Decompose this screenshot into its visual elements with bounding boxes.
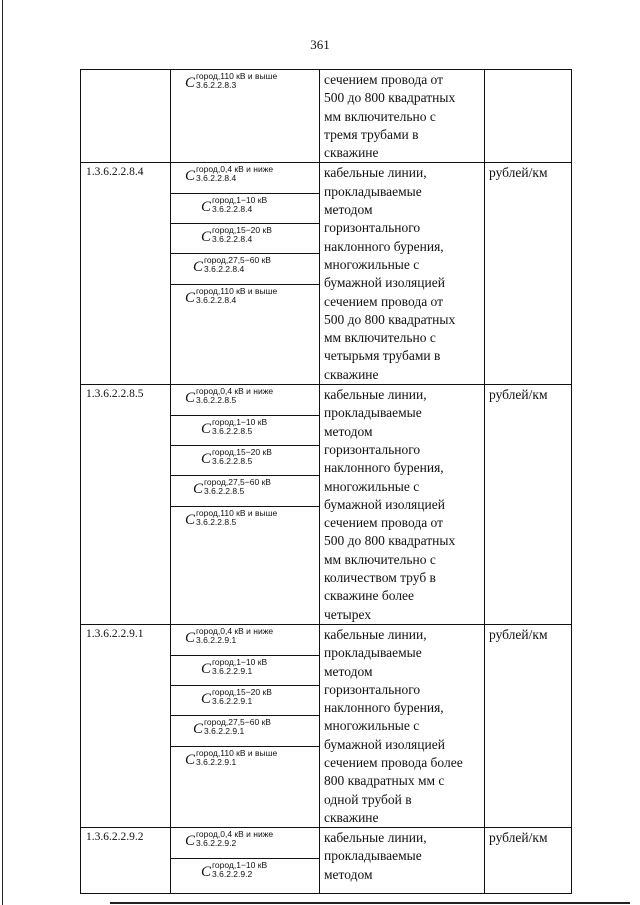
rate-formula (201, 196, 267, 215)
rate-formula (185, 830, 273, 849)
formula-superscript: город,1−10 кВ (212, 195, 268, 206)
table-row (81, 70, 572, 163)
formula-base: C (193, 481, 204, 498)
description-line: многожильные с (324, 478, 420, 494)
rate-formula (193, 718, 271, 737)
rate-formula (201, 688, 272, 707)
description-line: тремя трубами в (324, 126, 419, 142)
formula-superscript: город,27,5−60 кВ (204, 255, 271, 266)
rate-formula (201, 861, 267, 880)
formula-base: C (185, 75, 196, 91)
description-cell (320, 385, 485, 625)
table-row (81, 385, 572, 625)
formula-subscript: 3.6.2.2.8.5 (196, 517, 237, 528)
rate-formula (185, 749, 277, 768)
formula-box (171, 507, 319, 607)
formula-box (171, 747, 319, 809)
formula-superscript: город,15−20 кВ (212, 447, 272, 458)
formula-cell (171, 163, 320, 385)
formula-subscript: 3.6.2.2.8.4 (204, 264, 245, 275)
formula-base: C (185, 168, 196, 185)
description-line: количеством труб в (324, 570, 436, 586)
description-line: наклонного бурения, (324, 238, 444, 254)
formula-superscript: город,110 кВ и выше (196, 508, 278, 519)
formula-base: C (185, 512, 196, 529)
description-line: методом (324, 202, 373, 218)
formula-box (171, 656, 319, 686)
description-line: бумажной изоляцией (324, 736, 445, 752)
formula-cell (171, 385, 320, 625)
description-cell (320, 70, 485, 163)
table-row (81, 624, 572, 827)
formula-subscript: 3.6.2.2.9.1 (196, 756, 237, 767)
description-line: 500 до 800 квадратных (324, 90, 456, 106)
description-line: наклонного бурения, (324, 460, 444, 476)
formula-base: C (185, 629, 196, 646)
description-line: 800 квадратных мм с (324, 773, 445, 789)
formula-base: C (201, 451, 212, 468)
description-line: прокладываемые (324, 405, 422, 421)
formula-box (171, 716, 319, 747)
formula-box (171, 163, 319, 194)
formula-superscript: город,110 кВ и выше (196, 286, 278, 297)
formula-cell (171, 70, 320, 163)
description-line: сечением провода от (324, 515, 444, 531)
page-edge-line (2, 0, 3, 905)
page-bottom-line (110, 902, 630, 904)
formula-base: C (201, 229, 212, 246)
description-line: скважине (324, 366, 379, 382)
row-code: 1.3.6.2.2.8.4 (81, 163, 171, 385)
formula-base: C (185, 290, 196, 307)
formula-superscript: город,27,5−60 кВ (204, 716, 271, 727)
formula-superscript: город,0,4 кВ и ниже (196, 625, 274, 636)
rate-formula (201, 448, 272, 467)
description-line: методом (324, 866, 373, 882)
formula-subscript: 3.6.2.2.8.5 (212, 456, 253, 467)
table-row (81, 163, 572, 385)
formula-superscript: город,27,5−60 кВ (204, 477, 271, 488)
description-line: сечением провода от (324, 293, 444, 309)
formula-superscript: город,110 кВ и выше (196, 747, 278, 758)
description-line: четырех (324, 606, 372, 622)
description-line: мм включительно с (324, 330, 436, 346)
formula-subscript: 3.6.2.2.8.5 (212, 426, 253, 437)
description-line: горизонтального (324, 441, 421, 457)
tariff-table (80, 69, 572, 894)
description-cell (320, 828, 485, 894)
formula-box (171, 285, 319, 369)
row-code: 1.3.6.2.2.9.1 (81, 624, 171, 827)
page-number: 361 (310, 37, 330, 52)
formula-box (171, 686, 319, 716)
formula-subscript: 3.6.2.2.8.4 (196, 295, 237, 306)
formula-subscript: 3.6.2.2.9.1 (196, 634, 237, 645)
rate-formula (193, 478, 271, 497)
description-line: кабельные линии, (324, 165, 427, 181)
description-line: одной трубой в (324, 791, 412, 807)
formula-subscript: 3.6.2.2.8.4 (212, 204, 253, 215)
formula-base: C (185, 833, 196, 850)
description-line: горизонтального (324, 681, 421, 697)
formula-base: C (185, 751, 196, 768)
description-line: многожильные с (324, 256, 420, 272)
formula-superscript: город,1−10 кВ (212, 656, 268, 667)
formula-base: C (201, 421, 212, 438)
rate-formula (201, 226, 272, 245)
formula-subscript: 3.6.2.2.8.3 (196, 80, 237, 90)
row-code: 1.3.6.2.2.9.2 (81, 828, 171, 894)
formula-cell (171, 828, 320, 894)
formula-subscript: 3.6.2.2.8.5 (204, 486, 245, 497)
rate-formula (201, 658, 267, 677)
unit-cell: рублей/км (485, 624, 572, 827)
formula-base: C (201, 199, 212, 216)
formula-base: C (201, 660, 212, 677)
formula-box (171, 70, 319, 159)
formula-subscript: 3.6.2.2.8.4 (196, 173, 237, 184)
formula-box (171, 416, 319, 446)
formula-subscript: 3.6.2.2.9.1 (212, 665, 253, 676)
description-line: наклонного бурения, (324, 700, 444, 716)
description-line: многожильные с (324, 718, 420, 734)
formula-subscript: 3.6.2.2.8.4 (212, 234, 253, 245)
description-line: горизонтального (324, 220, 421, 236)
row-code (81, 70, 171, 163)
formula-base: C (185, 390, 196, 407)
formula-box (171, 385, 319, 416)
formula-superscript: город,1−10 кВ (212, 417, 268, 428)
formula-box (171, 254, 319, 285)
rate-formula (185, 165, 273, 184)
rate-formula (185, 72, 277, 91)
description-line: методом (324, 423, 373, 439)
formula-box (171, 446, 319, 476)
description-line: бумажной изоляцией (324, 275, 445, 291)
description-line: кабельные линии, (324, 830, 427, 846)
rate-formula (201, 418, 267, 437)
description-line: сечением провода более (324, 754, 463, 770)
description-cell (320, 624, 485, 827)
description-line: скважине (324, 145, 379, 161)
formula-subscript: 3.6.2.2.9.1 (212, 695, 253, 706)
description-line: мм включительно с (324, 551, 436, 567)
description-line: методом (324, 663, 373, 679)
description-line: четырьмя трубами в (324, 348, 441, 364)
formula-superscript: город,15−20 кВ (212, 225, 272, 236)
formula-subscript: 3.6.2.2.9.1 (204, 725, 245, 736)
formula-base: C (193, 259, 204, 276)
formula-base: C (201, 864, 212, 881)
formula-superscript: город,0,4 кВ и ниже (196, 164, 274, 175)
formula-box (171, 828, 319, 859)
formula-subscript: 3.6.2.2.8.5 (196, 395, 237, 406)
formula-superscript: город,0,4 кВ и ниже (196, 829, 274, 840)
formula-box (171, 224, 319, 254)
description-line: сечением провода от (324, 72, 444, 87)
formula-box (171, 625, 319, 656)
description-line: прокладываемые (324, 848, 422, 864)
description-line: прокладываемые (324, 183, 422, 199)
description-line: 500 до 800 квадратных (324, 533, 456, 549)
formula-cell (171, 624, 320, 827)
unit-cell: рублей/км (485, 385, 572, 625)
row-code: 1.3.6.2.2.8.5 (81, 385, 171, 625)
rate-formula (185, 627, 273, 646)
description-line: скважине (324, 809, 379, 825)
rate-formula (185, 509, 277, 528)
rate-formula (193, 256, 271, 275)
description-line: бумажной изоляцией (324, 496, 445, 512)
table-row (81, 828, 572, 894)
formula-box (171, 194, 319, 224)
description-line: 500 до 800 квадратных (324, 311, 456, 327)
description-cell (320, 163, 485, 385)
rate-formula (185, 287, 277, 306)
formula-box (171, 859, 319, 893)
formula-superscript: город,110 кВ и выше (196, 71, 278, 81)
description-line: мм включительно с (324, 108, 436, 124)
unit-cell (485, 70, 572, 163)
formula-subscript: 3.6.2.2.9.2 (212, 869, 253, 880)
formula-base: C (193, 720, 204, 737)
formula-subscript: 3.6.2.2.9.2 (196, 838, 237, 849)
formula-box (171, 476, 319, 507)
formula-superscript: город,15−20 кВ (212, 686, 272, 697)
unit-cell: рублей/км (485, 163, 572, 385)
unit-cell: рублей/км (485, 828, 572, 894)
formula-superscript: город,1−10 кВ (212, 860, 268, 871)
description-line: прокладываемые (324, 645, 422, 661)
formula-base: C (201, 690, 212, 707)
rate-formula (185, 387, 273, 406)
description-line: кабельные линии, (324, 626, 427, 642)
formula-superscript: город,0,4 кВ и ниже (196, 386, 274, 397)
description-line: скважине более (324, 588, 415, 604)
description-line: кабельные линии, (324, 387, 427, 403)
